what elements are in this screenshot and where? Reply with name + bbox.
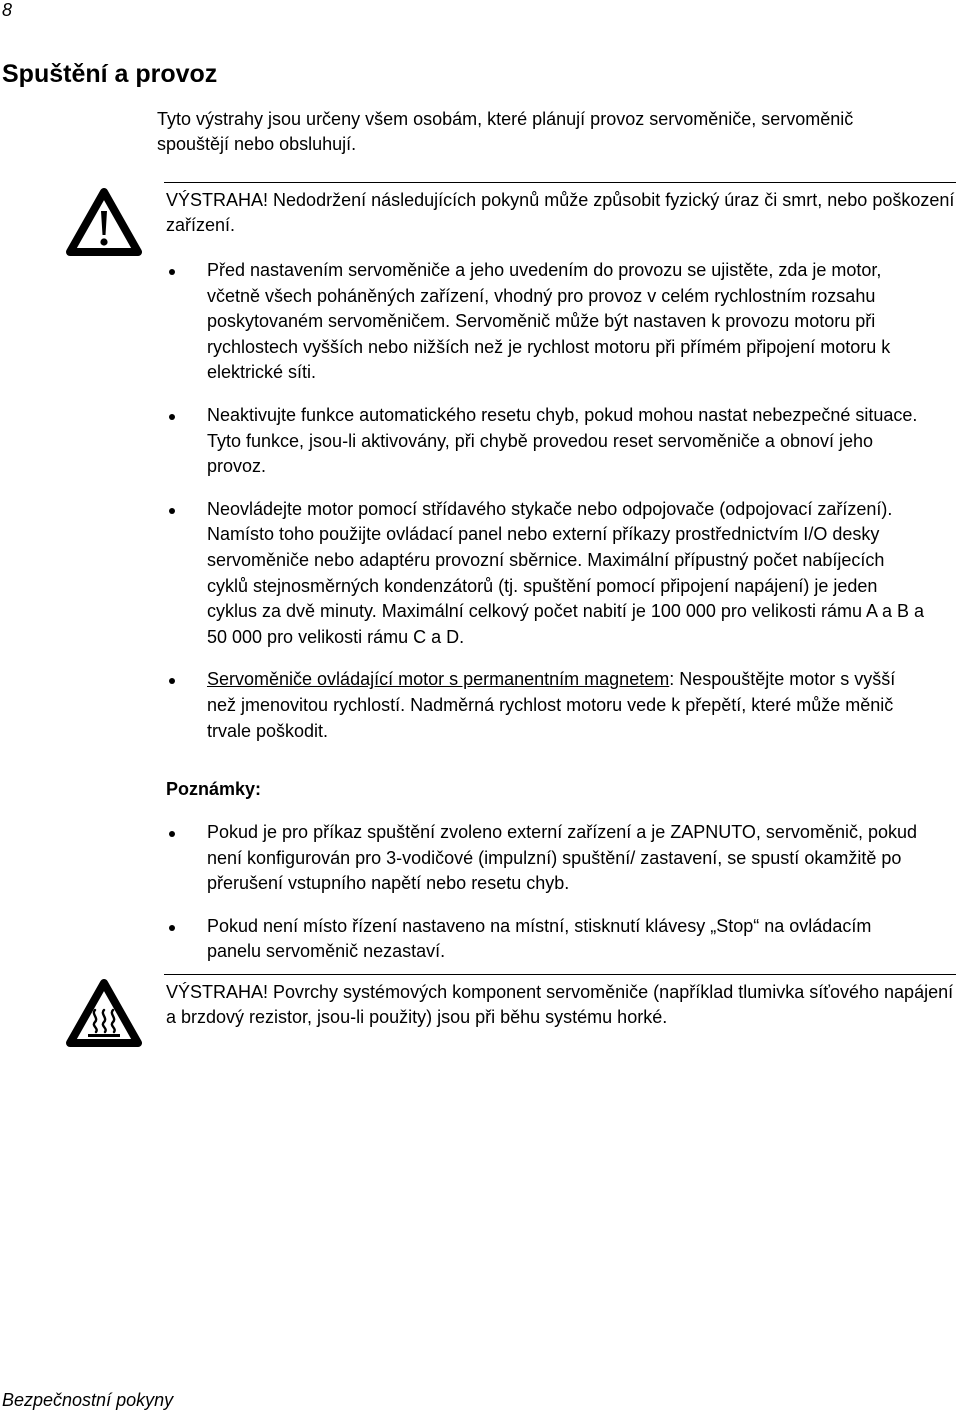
list-item: Před nastavením servoměniče a jeho uvedením do provozu se ujistěte, zda je motor, včetně všech poháněných zařízení, vhodný pro provoz v celém rychlostním rozsahu poskytovaném servoměničem. Servoměnič může být nastaven k provozu motoru při rychlostech vyšších nebo nižších než je rychlost motoru při přímém připojení motoru k elektrické síti.	[166, 258, 926, 386]
warning-bullet-list	[166, 258, 926, 744]
hot-surface-icon	[66, 978, 142, 1048]
bullet-icon	[169, 414, 175, 420]
general-warning-icon	[66, 187, 142, 257]
bullet-icon	[169, 508, 175, 514]
list-item: Neaktivujte funkce automatického resetu chyb, pokud mohou nastat nebezpečné situace. Tyto funkce, jsou-li aktivovány, při chybě provedou reset servoměniče a obnoví jeho provoz.	[166, 403, 926, 480]
warning-body: Povrchy systémových komponent servoměniče (například tlumivka síťového napájení a brzdový rezistor, jsou-li použity) jsou při běhu systému horké.	[166, 982, 954, 1027]
list-item: Neovládejte motor pomocí střídavého stykače nebo odpojovače (odpojovací zařízení). Namísto toho použijte ovládací panel nebo externí příkazy prostřednictvím I/O desky servoměniče nebo adaptéru provozní sběrnice. Maximální přípustný počet nabíjecích cyklů stejnosměrných kondenzátorů (tj. spuštění pomocí připojení napájení) je jeden cyklus za dvě minuty. Maximální celkový počet nabití je 100 000 pro velikosti rámu A a B a 50 000 pro velikosti rámu C a D.	[166, 497, 926, 651]
list-item: Servoměniče ovládající motor s permanentním magnetem: Nespouštějte motor s vyšší než jmenovitou rychlostí. Nadměrná rychlost motoru vede k přepětí, které může měnič trvale poškodit.	[166, 667, 926, 744]
intro-paragraph: Tyto výstrahy jsou určeny všem osobám, které plánují provoz servoměniče, servoměnič spouštějí nebo obsluhují.	[157, 109, 854, 154]
notes-bullet-list	[166, 820, 926, 965]
list-item: Pokud není místo řízení nastaveno na místní, stisknutí klávesy „Stop“ na ovládacím panelu servoměnič nezastaví.	[166, 914, 926, 965]
bullet-icon	[169, 925, 175, 931]
warning-statement	[166, 188, 956, 238]
page-title: Spuštění a provoz	[2, 60, 218, 88]
warning-rule	[164, 182, 956, 183]
bullet-icon	[169, 678, 175, 684]
notes-heading: Poznámky:	[166, 779, 262, 799]
pm-motor-heading: Servoměniče ovládající motor s permanentním magnetem	[207, 669, 670, 690]
warning-label: VÝSTRAHA!	[166, 190, 269, 210]
warning-label: VÝSTRAHA!	[166, 982, 269, 1002]
warning-body: Nedodržení následujících pokynů může způsobit fyzický úraz či smrt, nebo poškození zařízení.	[166, 190, 955, 235]
bullet-icon	[169, 831, 175, 837]
list-item: Pokud je pro příkaz spuštění zvoleno externí zařízení a je ZAPNUTO, servoměnič, pokud není konfigurován pro 3-vodičové (impulzní) spuštění/ zastavení, se spustí okamžitě po přerušení vstupního napětí nebo resetu chyb.	[166, 820, 926, 897]
bullet-icon	[169, 269, 175, 275]
page-footer: Bezpečnostní pokyny	[2, 1390, 174, 1410]
page-number: 8	[2, 0, 13, 20]
warning-rule	[164, 974, 956, 975]
hot-surface-warning	[166, 980, 956, 1030]
